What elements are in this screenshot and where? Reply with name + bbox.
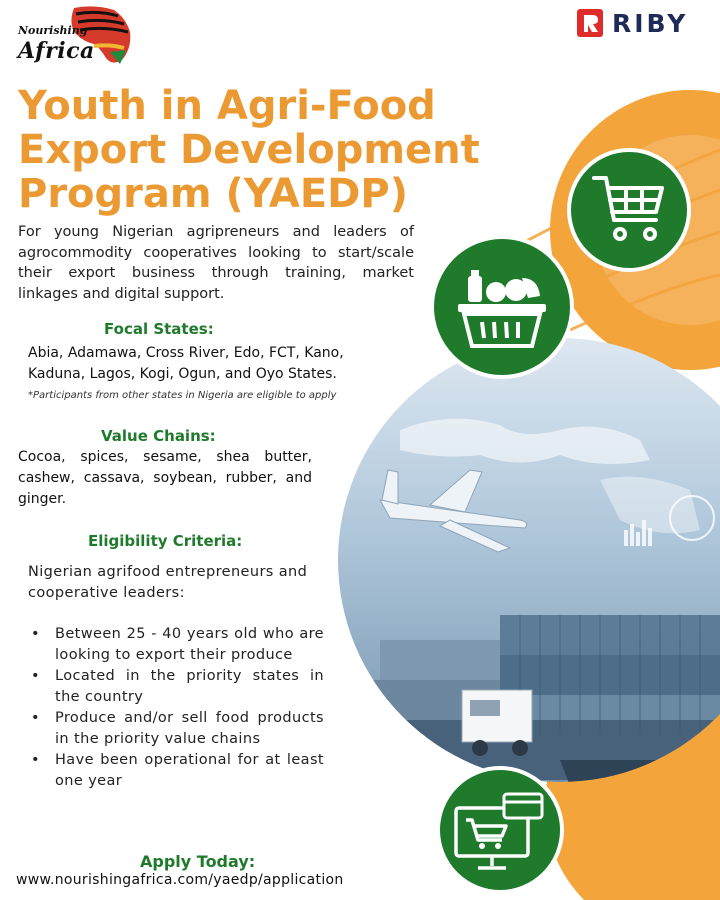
- eligibility-intro: Nigerian agrifood entrepreneurs and cooperative leaders:: [28, 564, 308, 601]
- value-chains-text: Cocoa, spices, sesame, shea butter, cashew, cassava, soybean, rubber, and ginger.: [18, 449, 312, 507]
- shopping-cart-icon: [590, 172, 668, 248]
- globe-scene: [330, 330, 720, 790]
- focal-states-text: Abia, Adamawa, Cross River, Edo, FCT, Kano, Kaduna, Lagos, Kogi, Ogun, and Oyo States.: [28, 345, 344, 382]
- eligibility-heading: Eligibility Criteria:: [88, 532, 243, 550]
- online-shop-icon: [452, 788, 548, 872]
- value-chains-heading: Value Chains:: [101, 427, 216, 445]
- page-title: Youth in Agri-Food Export Development Program (YAEDP): [18, 83, 480, 217]
- list-item: • Located in the priority states in the country: [28, 666, 324, 708]
- riby-logo-icon: [576, 8, 604, 38]
- intro-paragraph: For young Nigerian agripreneurs and leaders of agrocommodity cooperatives looking to start/scale their export business through training, market linkages and digital support.: [18, 224, 414, 302]
- riby-logo: [576, 8, 688, 38]
- eligibility-note: *Participants from other states in Nigeria are eligible to apply: [28, 390, 337, 401]
- list-item: • Produce and/or sell food products in the priority value chains: [28, 708, 324, 750]
- focal-states-heading: Focal States:: [104, 320, 214, 338]
- riby-logo-text: RIBY: [612, 8, 689, 38]
- list-item: • Have been operational for at least one year: [28, 750, 324, 792]
- apply-heading: Apply Today:: [140, 852, 256, 871]
- logo-nourishing-text: Nourishing: [18, 24, 88, 37]
- list-item: • Between 25 - 40 years old who are looking to export their produce: [28, 624, 324, 666]
- eligibility-list: [28, 624, 324, 792]
- food-basket-icon: [452, 266, 552, 350]
- logo-africa-text: Africa: [18, 38, 95, 64]
- application-link[interactable]: www.nourishingafrica.com/yaedp/application: [16, 872, 344, 888]
